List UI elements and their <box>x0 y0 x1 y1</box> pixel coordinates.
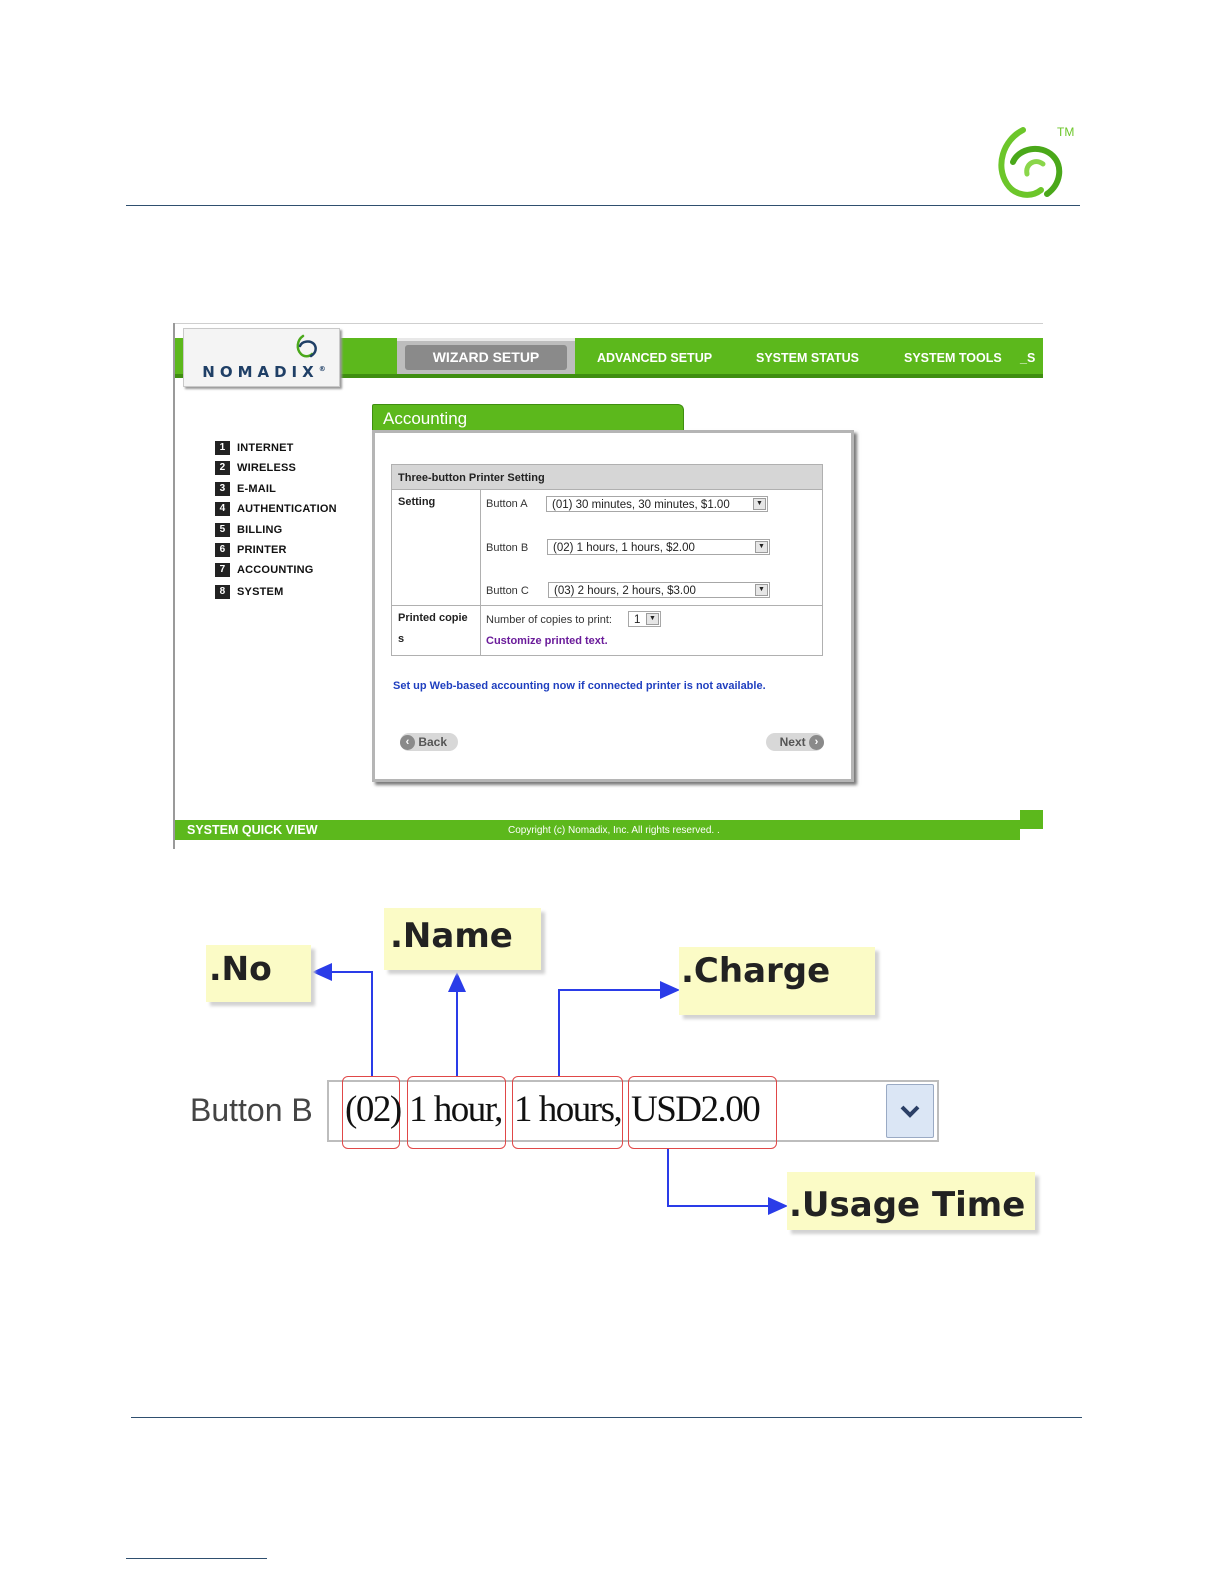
step-number: 2 <box>215 461 230 475</box>
step-number: 5 <box>215 523 230 537</box>
arrow-charge <box>559 990 664 1076</box>
step-number: 6 <box>215 543 230 557</box>
step-label: WIRELESS <box>237 462 297 474</box>
arrowhead-no <box>312 963 332 981</box>
step-label: INTERNET <box>237 442 294 454</box>
printed-copies-label-wrap: s <box>398 633 405 645</box>
tab-advanced-setup[interactable]: ADVANCED SETUP <box>597 351 713 365</box>
button-a-value: (01) 30 minutes, 30 minutes, $1.00 <box>552 499 730 511</box>
callout-charge: .Charge <box>679 947 875 1015</box>
arrow-usage <box>668 1149 772 1206</box>
arrowhead-charge <box>660 981 680 999</box>
step-label: AUTHENTICATION <box>237 503 337 515</box>
chevron-left-icon: ‹ <box>400 735 415 750</box>
arrowhead-usage <box>768 1197 788 1215</box>
diagram-field-label: Button B <box>190 1092 313 1128</box>
step-label: BILLING <box>237 524 283 536</box>
footnote-rule <box>126 1558 267 1559</box>
step-number: 3 <box>215 482 230 496</box>
button-c-value: (03) 2 hours, 2 hours, $3.00 <box>554 585 696 597</box>
trademark-mark: TM <box>1057 125 1075 139</box>
chevron-down-icon: ▼ <box>646 613 659 625</box>
callout-no: .No <box>206 945 311 1002</box>
callout-usage-time: .Usage Time <box>787 1172 1035 1230</box>
step-label: PRINTER <box>237 544 287 556</box>
panel-title: Accounting <box>383 409 468 428</box>
copyright-text: Copyright (c) Nomadix, Inc. All rights reserved. . <box>508 825 720 836</box>
step-number: 7 <box>215 563 230 577</box>
segment-name: 1 hour, <box>409 1089 502 1130</box>
segment-no: (02) <box>345 1089 401 1130</box>
arrow-no <box>330 972 372 1076</box>
step-number: 1 <box>215 441 230 455</box>
tab-system-status[interactable]: SYSTEM STATUS <box>756 351 860 365</box>
table-header: Three-button Printer Setting <box>391 464 823 490</box>
button-b-value: (02) 1 hours, 1 hours, $2.00 <box>553 542 695 554</box>
step-label: E-MAIL <box>237 483 277 495</box>
segment-usage: USD2.00 <box>631 1089 760 1130</box>
button-c-label: Button C <box>486 585 529 597</box>
footer-rule <box>131 1417 1082 1418</box>
button-b-label: Button B <box>486 542 529 554</box>
copies-value: 1 <box>634 614 641 626</box>
setting-label: Setting <box>398 496 436 508</box>
copies-prompt: Number of copies to print: <box>486 614 612 626</box>
step-label: ACCOUNTING <box>237 564 314 576</box>
chevron-down-icon: ▼ <box>755 541 768 553</box>
chevron-down-icon: ▼ <box>753 498 766 510</box>
brand-name: NOMADIX® <box>202 363 326 381</box>
segment-charge: 1 hours, <box>514 1089 622 1130</box>
chevron-right-icon: › <box>809 735 824 750</box>
step-number: 4 <box>215 502 230 516</box>
arrowhead-name <box>448 972 466 992</box>
step-number: 8 <box>215 585 230 599</box>
tab-overflow[interactable]: _S <box>1020 351 1036 365</box>
chevron-down-icon: ▼ <box>755 584 768 596</box>
tab-wizard-setup-label: WIZARD SETUP <box>405 345 567 370</box>
customize-printed-text-link[interactable]: Customize printed text. <box>486 635 608 647</box>
step-label: SYSTEM <box>237 586 284 598</box>
system-quick-view-link[interactable]: SYSTEM QUICK VIEW <box>187 823 318 837</box>
web-accounting-link[interactable]: Set up Web-based accounting now if connected printer is not available. <box>393 680 766 692</box>
callout-name: .Name <box>384 908 541 970</box>
button-a-label: Button A <box>486 498 528 510</box>
printed-copies-label: Printed copie <box>398 612 468 624</box>
back-label: Back <box>418 735 448 749</box>
next-label: Next <box>779 735 806 749</box>
tab-system-tools[interactable]: SYSTEM TOOLS <box>904 351 1002 365</box>
